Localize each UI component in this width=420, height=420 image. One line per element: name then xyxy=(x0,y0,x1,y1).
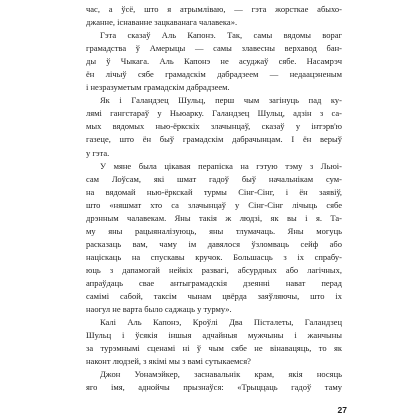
text-line: дрэнным чалавекам. Яны такія ж людзі, як вы і я. Та- xyxy=(86,212,342,223)
text-line: Як і Галандзец Шульц, перш чым загінуць пад ку- xyxy=(100,95,342,106)
text-line: расказаць вам, чаму ім давялося ўзломваць сейф або xyxy=(86,238,342,249)
body-text xyxy=(86,3,342,394)
text-line: ён лічыў сябе грамадскім дабрадзеем — недаацэненым xyxy=(86,69,342,80)
text-line: і незразуметым грамадскім дабрадзеем. xyxy=(86,82,230,93)
page-number: 27 xyxy=(337,405,347,415)
text-line: у гэта. xyxy=(86,147,110,158)
text-line: Гэта сказаў Аль Капонэ. Так, самы вядомы вораг xyxy=(100,30,342,41)
text-line: лямі гангстараў у Ньюарку. Галандзец Шульц, адзін з са- xyxy=(86,108,342,119)
text-line: У мяне была цікавая перапіска на гэтую тэму з Льюі- xyxy=(100,160,342,171)
text-line: грамадства ў Амерыцы — самы злавесны верхавод бан- xyxy=(86,43,342,54)
text-line: газеце, што ён быў грамадскім дабрачынцам. І ён верыў xyxy=(86,134,342,145)
text-line: мых вядомых нью-ёркскіх злачынцаў, сказаў у інтэрв'ю xyxy=(86,121,342,132)
text-line: за турэмнымі сценамі ні ў чым сябе не вінавацяць, то як xyxy=(86,343,342,354)
text-line: апраўдаць свае антыграмадскія дзеянні нават перад xyxy=(86,277,342,288)
text-line: на вядомай нью-ёркскай турмы Сінг-Сінг, і ён заявіў, xyxy=(86,186,342,197)
text-line: юць з дапамогай нейкіх развагі, абсурдных або лагічных, xyxy=(86,264,342,275)
text-line: самімі сабой, таксім чынам цвёрда заяўляючы, што іх xyxy=(86,291,342,302)
text-line: наконт людзей, з якімі мы з вамі сутыкаемся? xyxy=(86,356,251,367)
text-line: што «няшмат хто са злачынцаў у Сінг-Сінг лічыць сябе xyxy=(86,199,342,210)
text-line: яго імя, аднойчы прызнаўся: «Трыццаць гадоў таму xyxy=(86,382,342,393)
text-line: час, а ўсё, што я атрымліваю, — гэта жорсткае абыхо- xyxy=(86,4,342,14)
text-line: ды ў Чыкага. Аль Капонэ не асуджаў сябе. Насамрэч xyxy=(86,56,342,67)
text-line: наогул не варта было саджаць у турму». xyxy=(86,304,232,315)
text-line: Калі Аль Капонэ, Кроўлі Два Пісталеты, Галандзец xyxy=(100,317,342,328)
text-line: му яны рацыяналізуюць, яны тлумачаць. Яны могуць xyxy=(86,225,342,236)
text-line: джанне, існаванне зацкаванага чалавека». xyxy=(86,17,238,28)
text-line: Шульц і ўсякія іншыя адчайныя мужчыны і жанчыны xyxy=(86,330,342,341)
text-line: націскаць на спускавы кручок. Большасць з іх спрабу- xyxy=(86,251,342,262)
text-line: сам Лоўсам, які шмат гадоў быў начальнікам сум- xyxy=(86,173,342,184)
text-line: Джон Уонамэйкер, заснавальнік крам, якія носяць xyxy=(100,369,342,380)
